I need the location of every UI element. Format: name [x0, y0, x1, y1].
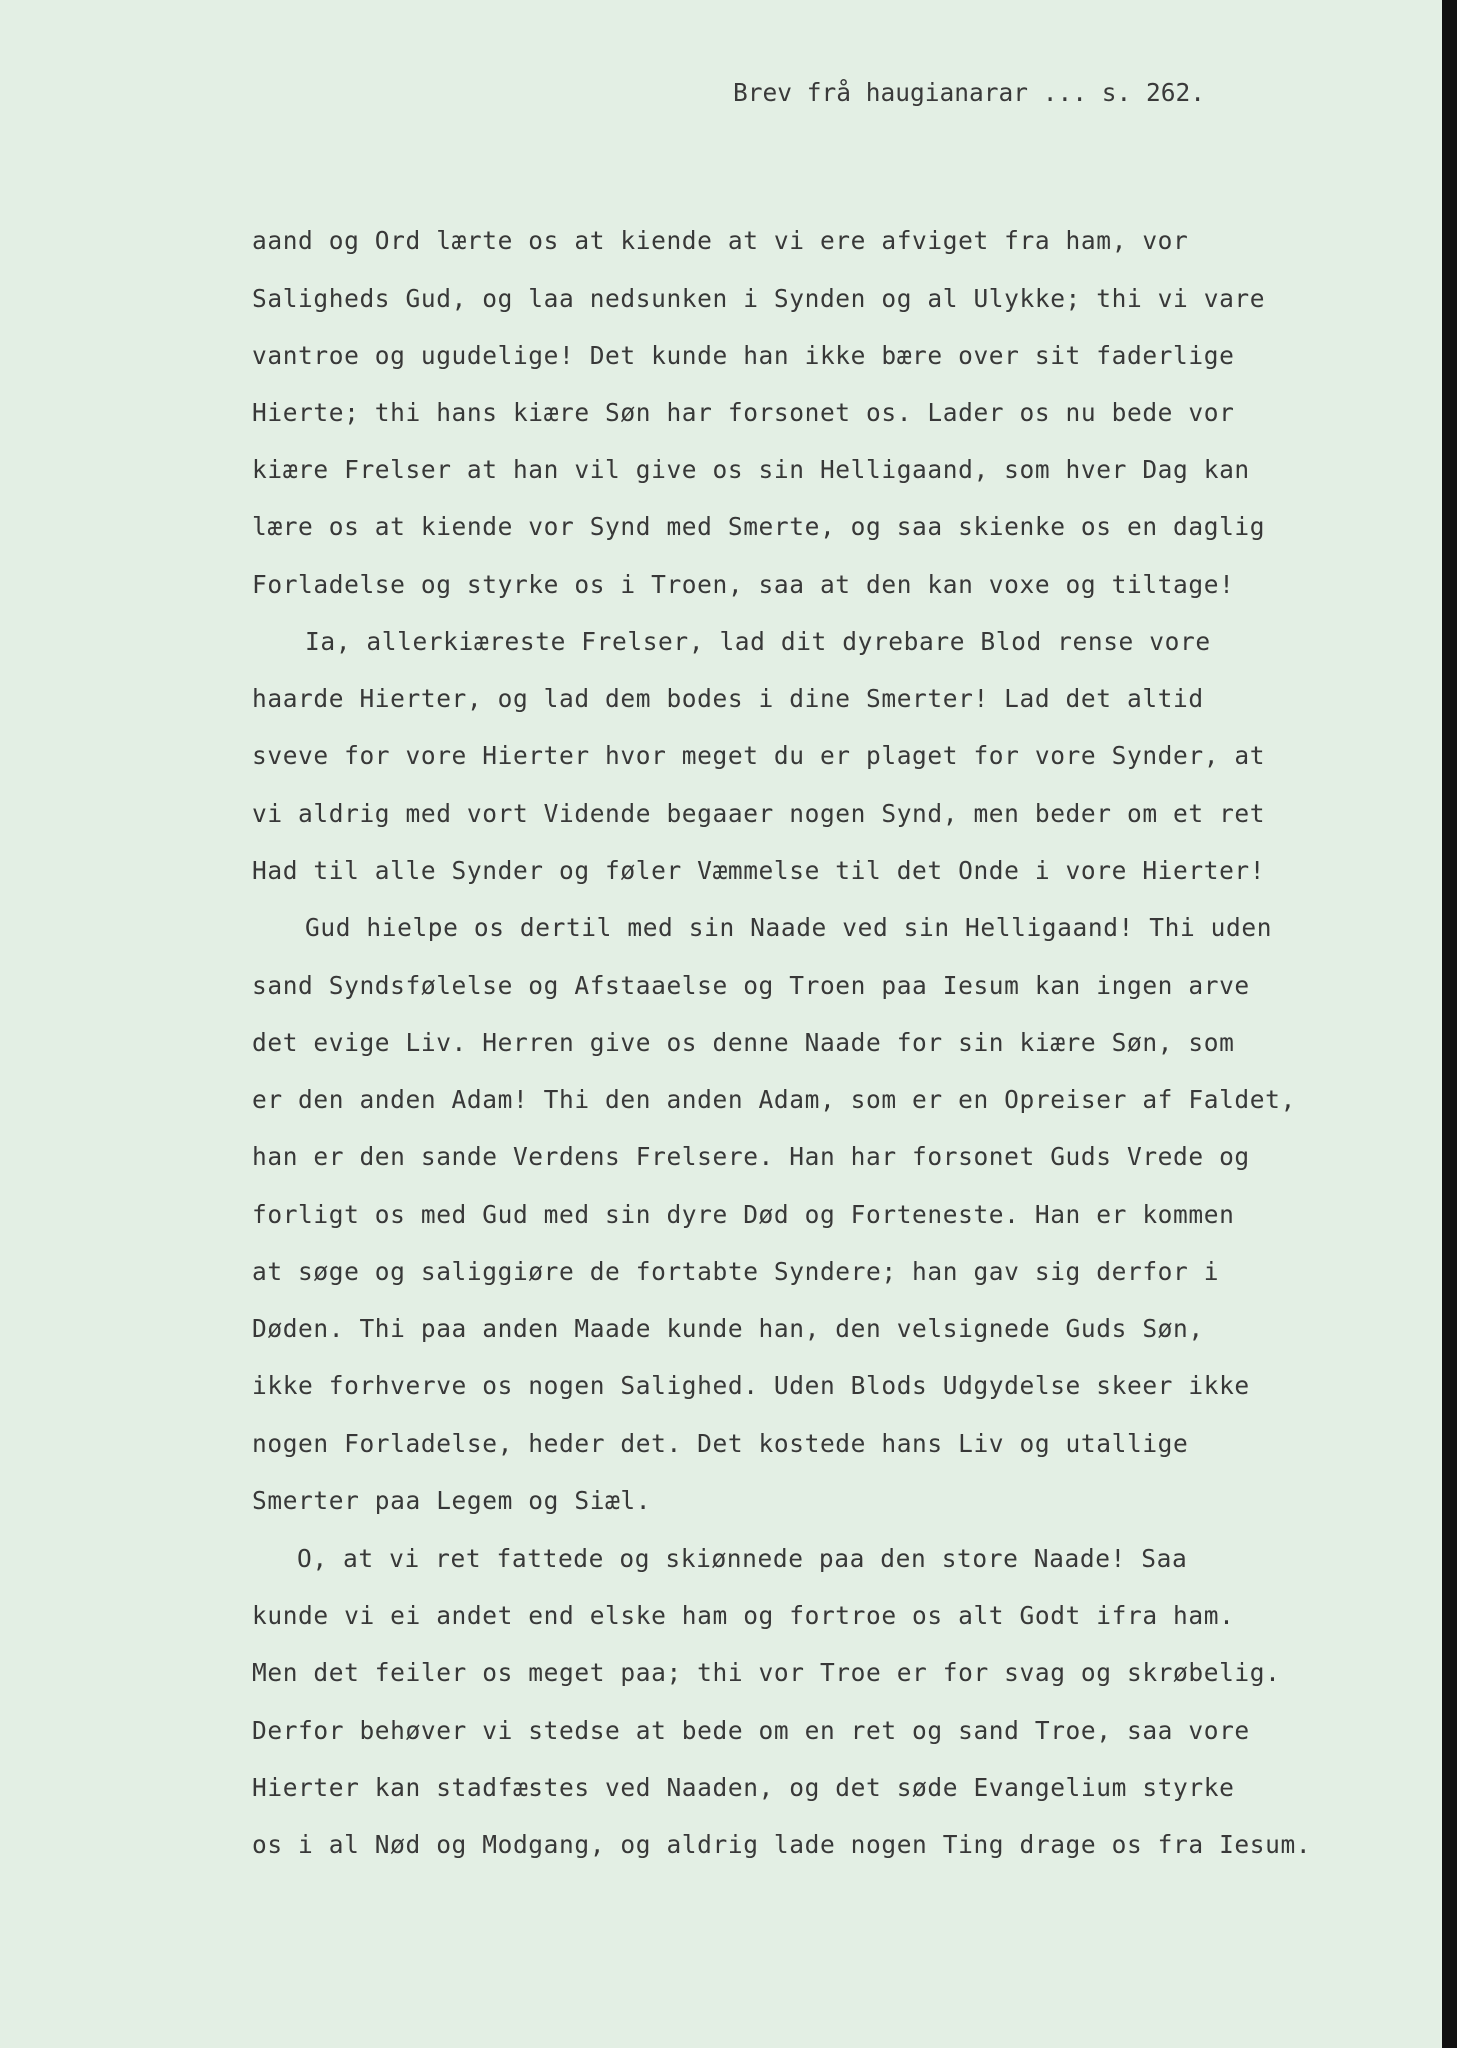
text-line: Ia, allerkiæreste Frelser, lad dit dyrebare Blod rense vore [305, 627, 1211, 656]
text-line: aand og Ord lærte os at kiende at vi ere afviget fra ham, vor [252, 226, 1189, 255]
page-edge [1442, 0, 1457, 2048]
text-line: vantroe og ugudelige! Det kunde han ikke bære over sit faderlige [252, 341, 1235, 370]
text-line: sand Syndsfølelse og Afstaaelse og Troen paa Iesum kan ingen arve [252, 971, 1250, 1000]
text-line: Saligheds Gud, og laa nedsunken i Synden og al Ulykke; thi vi vare [252, 284, 1266, 313]
text-line: haarde Hierter, og lad dem bodes i dine Smerter! Lad det altid [252, 684, 1204, 713]
text-line: er den anden Adam! Thi den anden Adam, som er en Opreiser af Faldet, [252, 1085, 1296, 1114]
text-line: O, at vi ret fattede og skiønnede paa den store Naade! Saa [297, 1544, 1188, 1573]
text-line: han er den sande Verdens Frelsere. Han har forsonet Guds Vrede og [252, 1142, 1250, 1171]
text-line: Had til alle Synder og føler Væmmelse til det Onde i vore Hierter! [252, 856, 1266, 885]
text-line: nogen Forladelse, heder det. Det kostede hans Liv og utallige [252, 1429, 1189, 1458]
text-line: vi aldrig med vort Vidende begaaer nogen Synd, men beder om et ret [252, 799, 1266, 828]
text-line: kiære Frelser at han vil give os sin Helligaand, som hver Dag kan [252, 455, 1250, 484]
text-line: kunde vi ei andet end elske ham og fortroe os alt Godt ifra ham. [252, 1601, 1235, 1630]
text-line: Hierter kan stadfæstes ved Naaden, og det søde Evangelium styrke [252, 1773, 1235, 1802]
text-line: ikke forhverve os nogen Salighed. Uden Blods Udgydelse skeer ikke [252, 1371, 1250, 1400]
text-line: Smerter paa Legem og Siæl. [252, 1486, 652, 1515]
text-line: Gud hielpe os dertil med sin Naade ved sin Helligaand! Thi uden [305, 913, 1273, 942]
text-line: os i al Nød og Modgang, og aldrig lade nogen Ting drage os fra Iesum. [252, 1830, 1312, 1859]
text-line: forligt os med Gud med sin dyre Død og Forteneste. Han er kommen [252, 1200, 1235, 1229]
text-line: Døden. Thi paa anden Maade kunde han, den velsignede Guds Søn, [252, 1314, 1204, 1343]
text-line: Forladelse og styrke os i Troen, saa at den kan voxe og tiltage! [252, 570, 1235, 599]
text-line: Men det feiler os meget paa; thi vor Troe er for svag og skrøbelig. [252, 1658, 1281, 1687]
text-line: Hierte; thi hans kiære Søn har forsonet os. Lader os nu bede vor [252, 398, 1235, 427]
text-line: det evige Liv. Herren give os denne Naade for sin kiære Søn, som [252, 1028, 1235, 1057]
text-line: lære os at kiende vor Synd med Smerte, og saa skienke os en daglig [252, 512, 1266, 541]
text-line: sveve for vore Hierter hvor meget du er plaget for vore Synder, at [252, 741, 1266, 770]
page-header: Brev frå haugianarar ... s. 262. [733, 78, 1206, 107]
text-line: Derfor behøver vi stedse at bede om en ret og sand Troe, saa vore [252, 1716, 1250, 1745]
text-line: at søge og saliggiøre de fortabte Syndere; han gav sig derfor i [252, 1257, 1220, 1286]
